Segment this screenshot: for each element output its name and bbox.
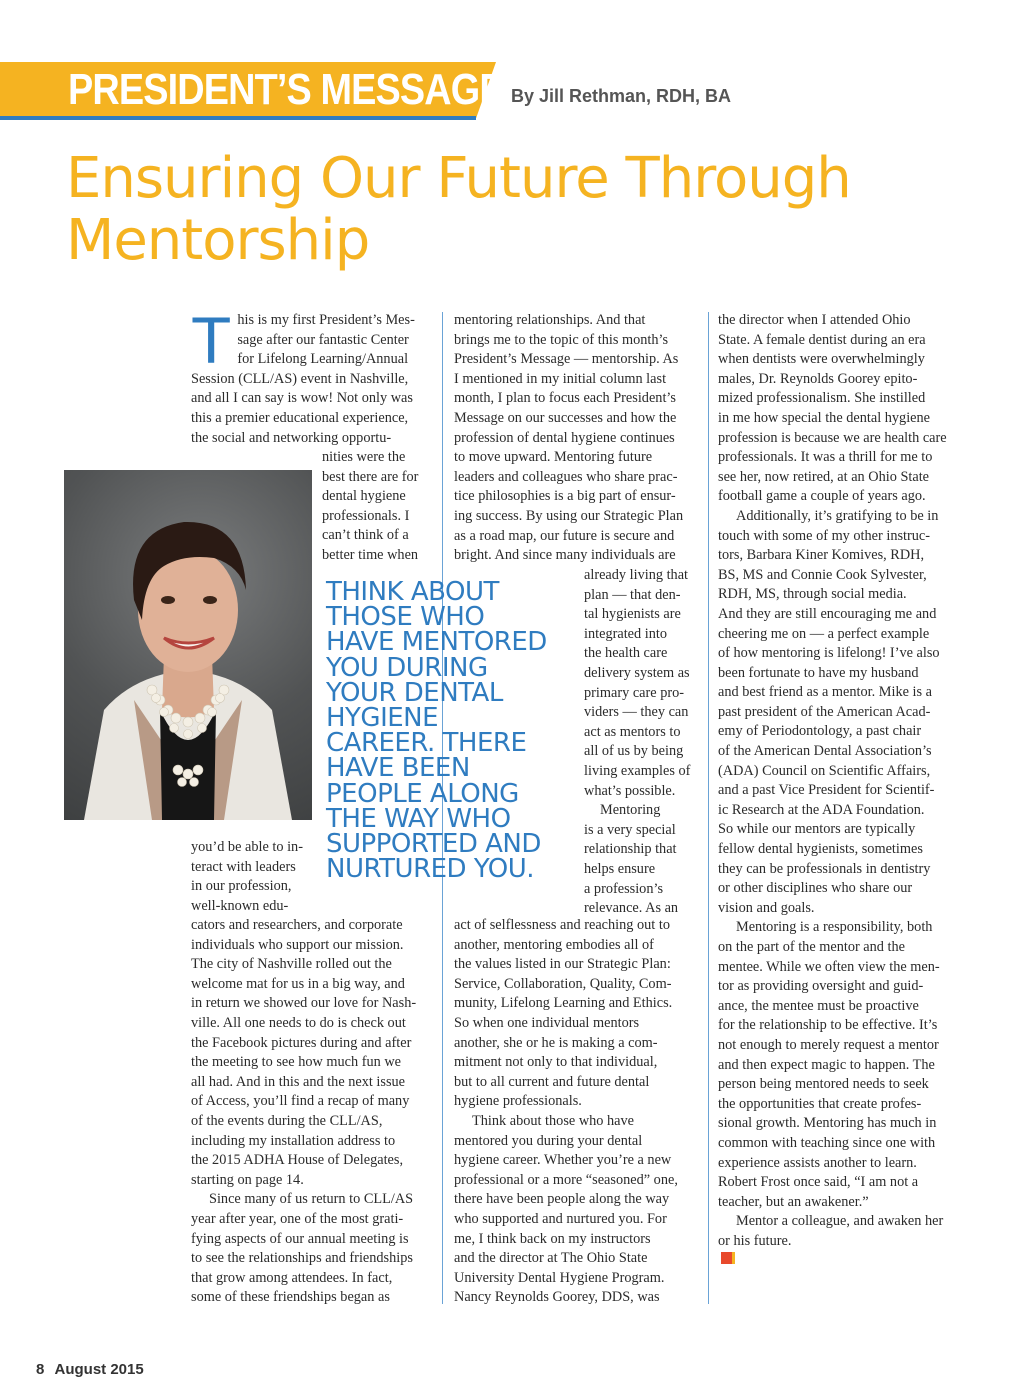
author-photo [64,470,312,820]
portrait-illustration [64,470,312,820]
column-2-top: mentoring relationships. And that brings me to the topic of this month’s President’s Message — mentorship. As I mentioned in my initial column last month, I plan to focus each President’s Message on our successes and how the profession of dental hygiene continues to move upward. Mentoring future leaders and colleagues who share prac- tice philosophies is a big part of ensur- ing success. By using our Strategic Plan as a road map, our future is secure and bright. And since many individuals are [454,312,684,564]
headline [66,148,966,272]
column-2-narrow: already living that plan — that den- tal hygienists are integrated into the health care delivery system as primary care pro- viders — they can act as mentors to all of us by being living examples of what’s possible. Mentoring is a very special relationship that helps ensure a profession’s relevance. As an [584,567,691,917]
column-2-bottom: act of selflessness and reaching out to another, mentoring embodies all of the values listed in our Strategic Plan: Service, Collaboration, Quality, Com- munity, Lifelong Learning and Ethics. So when one individual mentors another, she or he is making a com- mitment not only to that individual, but to all current and future dental hygiene professionals. Think about those who have mentored you during your dental hygiene career. Whether you’re a new professional or a more “seasoned” one, there have been people along the way who supported and nurtured you. For me, I think back on my instructors and the director at The Ohio State University Dental Hygiene Program. Nancy Reynolds Goorey, DDS, was [454,917,678,1306]
byline: By Jill Rethman, RDH, BA [511,86,732,106]
drop-cap: T [191,303,232,377]
column-1-top: T his is my first President’s Mes- sage after our fantastic Center for Lifelong Learning/Annual Session (CLL/AS) event in Nashville, and all I can say is wow! Not only was this a premier educational experience, the social and networking opportu- [191,303,415,446]
headline-line-2: Mentorship [66,208,370,273]
page-number: 8 [36,1361,45,1378]
headline-line-1: Ensuring Our Future Through [66,146,851,211]
banner-underline [0,116,476,120]
column-3: the director when I attended Ohio State. A female dentist during an era when dentists were overwhelmingly males, Dr. Reynolds Goorey epito- mized professionalism. She instilled in me how special the dental hygiene profession is because we are health care professionals. It was a thrill for me to see her, now retired, at an Ohio State football game a couple of years ago. Additionally, it’s gratifying to be in touch with some of my other instruc- tors, Barbara Kiner Komives, RDH, BS, MS and Connie Cook Sylvester, RDH, MS, through social media. And they are still encouraging me and cheering me on — a perfect example of how mentoring is lifelong! I’ve also been fortunate to have my husband and best friend as a mentor. Mike is a past president of the American Acad- emy of Periodontology, a past chair of the American Dental Association’s (ADA) Council on Scientific Affairs, and a past Vice President for Scientif- ic Research at the ADA Foundation. So while our mentors are typically fellow dental hygienists, sometimes they can be professionals in dentistry or other disciplines who share our vision and goals. Mentoring is a responsibility, both on the part of the mentor and the mentee. While we often view the men- tor as providing oversight and guid- ance, the mentee must be proactive for the relationship to be effective. It’s not enough to merely request a mentor and then expect magic to happen. The person being mentored needs to seek the opportunities that create profes- sional growth. Mentoring has much in common with teaching since one with experience assists another to learn. Robert Frost once said, “I am not a teacher, but an awakener.” Mentor a colleague, and awaken her or his future. [718,311,968,1264]
issue-date: August 2015 [54,1361,144,1378]
column-1-beside-photo: nities were the best there are for dental hygiene professionals. I can’t think of a better time when [322,449,419,563]
column-rule-2 [708,312,709,1304]
column-1-beside-quote: you’d be able to in- teract with leaders in our profession, well-known edu- [191,839,303,914]
column-1-bottom: cators and researchers, and corporate individuals who support our mission. The city of Nashville rolled out the welcome mat for us in a big way, and in return we showed our love for Nash- ville. All one needs to do is check out the Facebook pictures during and after the meeting to see how much fun we all had. And in this and the next issue of Access, you’ll find a recap of many of the events during the CLL/AS, including my installation address to the 2015 ADHA House of Delegates, starting on page 14. Since many of us return to CLL/AS year after year, one of the most grati- fying aspects of our annual meeting is to see the relationships and friendships that grow among attendees. In fact, some of these friendships began as [191,917,417,1306]
end-of-article-icon [721,1252,735,1264]
pull-quote: THINK ABOUT THOSE WHO HAVE MENTORED YOU DURING YOUR DENTAL HYGIENE CAREER. THERE HAVE BEEN PEOPLE ALONG THE WAY WHO SUPPORTED AND NURTURED YOU. [326,577,547,885]
section-title: PRESIDENT’S MESSAGE [68,65,504,114]
page-folio [36,1361,144,1378]
